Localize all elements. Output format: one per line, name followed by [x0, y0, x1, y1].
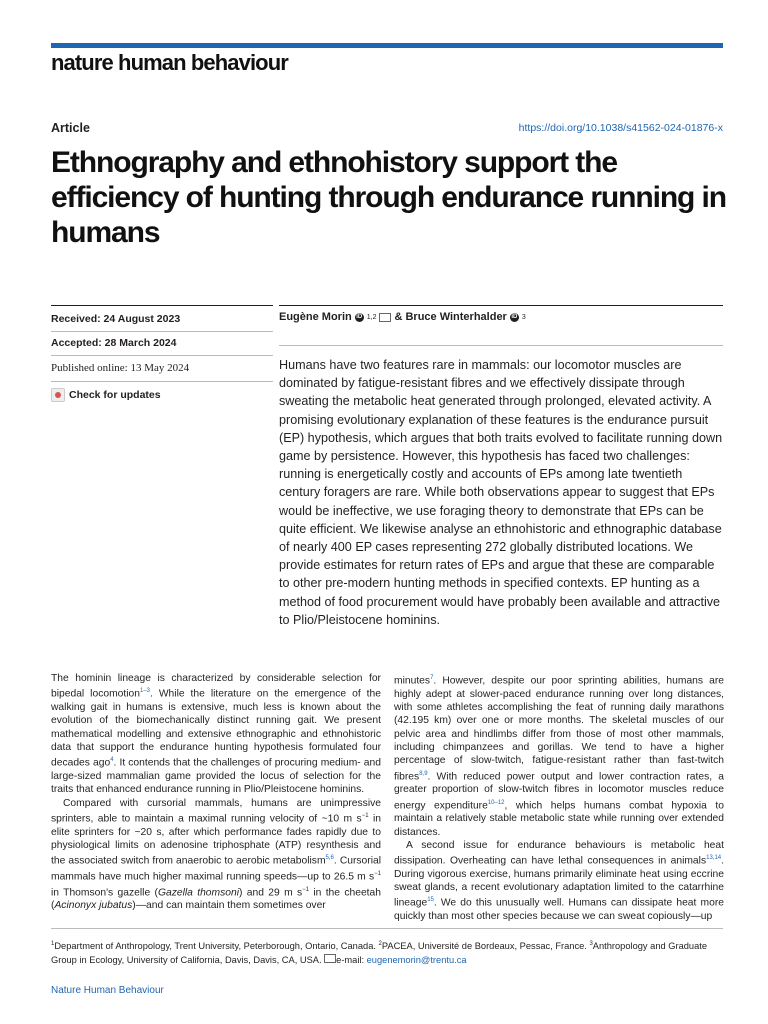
- accepted-date: Accepted: 28 March 2024: [51, 337, 177, 349]
- body-column-left: [51, 672, 381, 913]
- body-column-right: [394, 672, 724, 923]
- article-title: Ethnography and ethnohistory support the efficiency of hunting through endurance running in humans: [51, 146, 726, 249]
- received-date: Received: 24 August 2023: [51, 313, 181, 325]
- affiliations-footnote: $^1$Department of Anthropology, Trent University, Peterborough, Ontario, Canada. $^2$PACEA, Université de Bordeaux, Pessac, France. $^3$Anthropology and Graduate Group in Ecology, University of California, Davis, Davis, CA, USA. e-mail: eugenemorin@trentu.ca: [51, 941, 708, 966]
- citation-link[interactable]: 13,14: [706, 855, 722, 862]
- mail-icon: [324, 954, 336, 963]
- body-paragraph: The hominin lineage is characterized by considerable selection for bipedal locomotion$^{1-3}$. While the literature on the emergence of the walking gait in humans is extensive, much less is known about the evolution of the biomechanically distinct running gait. We present mathematical modelling and extensive ethnographic and ethnohistoric data that support the endurance hunting hypothesis formulated four decades ago$^4$. It contends that the challenges of procuring medium- and large-sized mammalian game provided the locus of selection for the traits that enhanced endurance running in Plio/Pleistocene hominins.: [51, 673, 381, 796]
- author-affiliation: 3: [521, 313, 526, 321]
- abstract: Humans have two features rare in mammals: our locomotor muscles are dominated by fatigue-resistant fibres and we effectively dissipate through sweating the metabolic heat generated through prolonged, elevated activity. A promising evolutionary explanation of these features is the endurance pursuit (EP) hypothesis, which argues that both traits evolved to facilitate running down game by persistence. However, this hypothesis has faced two challenges: running is energetically costly and accounts of EPs among late twentieth century foragers are rare. While both observations appear to suggest that EPs would be ineffective, we use foraging theory to demonstrate that EPs can be quite efficient. We likewise analyse an ethnohistoric and ethnographic database of nearly 400 EP cases representing 272 globally distributed locations. We provide estimates for return rates of EPs and argue that these are comparable to other pre-modern hunting methods in specified contexts. EP hunting as a method of food procurement would have probably been available and attractive to Plio/Pleistocene hominins.: [279, 358, 723, 627]
- meta-divider: [51, 355, 273, 356]
- body-paragraph: A second issue for endurance behaviours is metabolic heat dissipation. Overheating can have lethal consequences in animals$^{13,14}$. During vigorous exercise, humans primarily eliminate heat using eccrine sweat glands, a recent evolutionary adaptation limited to the catarrhine lineage$^{15}$. We do this unusually well. Humans can dissipate heat more quickly than most other species because we can sweat copiously—up: [394, 839, 724, 923]
- email-link[interactable]: eugenemorin@trentu.ca: [366, 955, 467, 966]
- meta-divider: [51, 381, 273, 382]
- orcid-icon[interactable]: iD: [356, 313, 363, 320]
- citation-link[interactable]: 8,9: [419, 770, 428, 777]
- footer-journal-name: Nature Human Behaviour: [51, 985, 164, 996]
- author-name: Eugène Morin: [279, 311, 352, 323]
- citation-link[interactable]: 1–3: [139, 688, 150, 695]
- citation-link[interactable]: 5,6: [325, 855, 334, 862]
- orcid-icon[interactable]: iD: [511, 313, 518, 320]
- author-affiliation: 1,2: [366, 313, 377, 321]
- authors-divider: [279, 345, 723, 346]
- footnote-rule: [51, 928, 723, 929]
- check-updates-icon: [51, 388, 65, 402]
- journal-top-bar: [51, 43, 723, 48]
- mail-icon[interactable]: [379, 313, 391, 322]
- doi-link[interactable]: https://doi.org/10.1038/s41562-024-01876-x: [518, 122, 723, 134]
- author-list: [279, 311, 526, 323]
- authors-top-rule: [279, 305, 723, 306]
- published-date: Published online: 13 May 2024: [51, 362, 190, 374]
- citation-link[interactable]: 4: [110, 757, 114, 764]
- meta-divider: [51, 331, 273, 332]
- citation-link[interactable]: 15: [427, 897, 434, 904]
- check-updates-button[interactable]: [51, 388, 161, 402]
- citation-link[interactable]: 7: [430, 675, 434, 681]
- journal-name: nature human behaviour: [51, 50, 288, 75]
- body-paragraph: Compared with cursorial mammals, humans are unimpressive sprinters, able to maintain a maximal running velocity of ~10 m $s^{-1}$ in elite sprinters for ~20 s, after which performance fades rapidly due to physiological limits on adenosine triphosphate (ATP) resynthesis and the associated switch from anaerobic to aerobic metabolism$^{5,6}$. Cursorial mammals have much higher maximal running speeds—up to 26.5 m $s^{-1}$ in Thomson's gazelle (Gazella thomsoni) and 29 m $s^{-1}$ in the cheetah (Acinonyx jubatus)—and can maintain them sometimes over: [51, 797, 382, 912]
- article-type-label: Article: [51, 121, 90, 135]
- check-updates-label: Check for updates: [69, 389, 161, 401]
- meta-top-rule: [51, 305, 273, 306]
- author-name: & Bruce Winterhalder: [394, 311, 507, 323]
- body-paragraph: minutes$^7$. However, despite our poor sprinting abilities, humans are highly adept at slower-paced endurance running over long distances, with some athletes accomplishing the feat of running daily marathons (42.195 km) over one or more months. The skeletal muscles of our pelvic area and hindlimbs differ from those of most other mammals, including chimpanzees and gorillas. We tend to have a higher percentage of slow-twitch, fatigue-resistant rather than fast-twitch fibres$^{8,9}$. With reduced power output and lower contraction rates, a greater proportion of slow-twitch fibres in locomotor muscles reduce energy expenditure$^{10-12}$, which helps humans combat hypoxia to maintain a relatively stable metabolic state while running over extended distances.: [394, 675, 724, 838]
- citation-link[interactable]: 10–12: [487, 799, 505, 806]
